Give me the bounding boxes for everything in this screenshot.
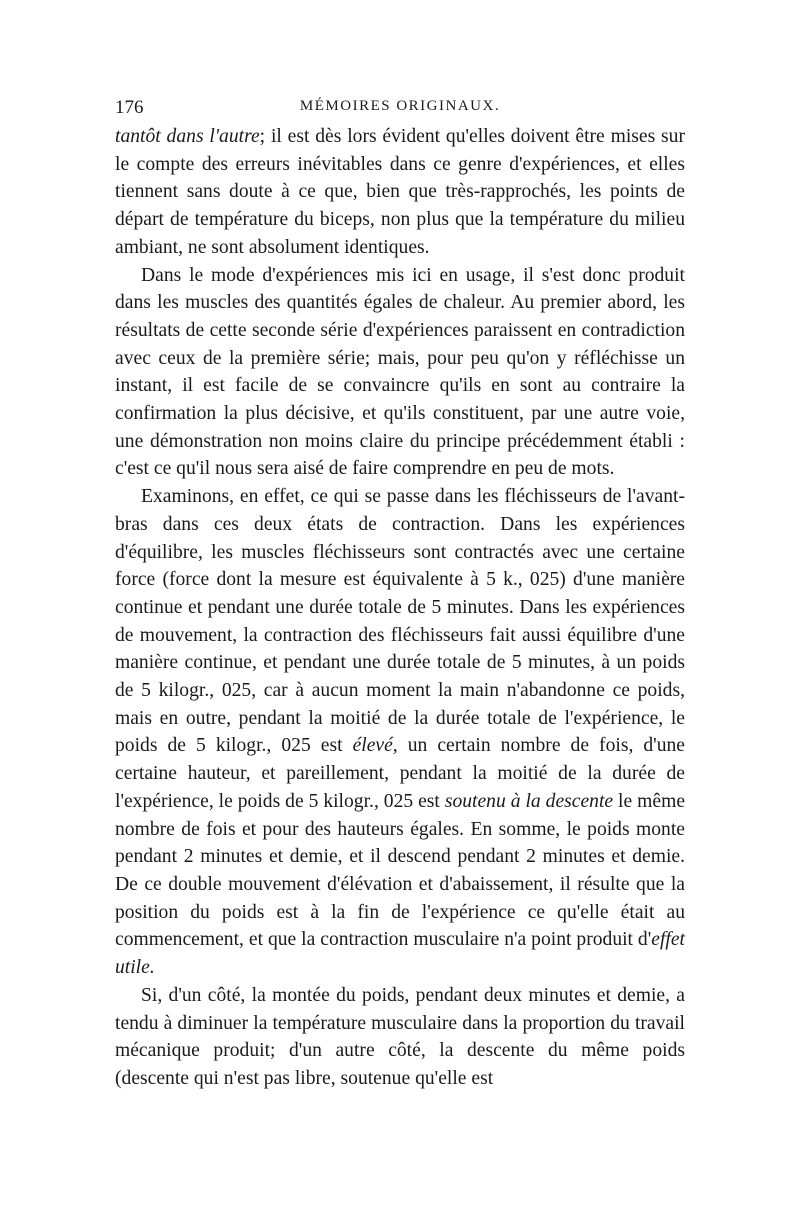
paragraph-2: Dans le mode d'expériences mis ici en usage, il s'est donc produit dans les muscles des quantités égales de chaleur. Au premier abord, les résultats de cette seconde série d'expériences paraissent en contradiction avec ceux de la première série; mais, pour peu qu'on y réfléchisse un instant, il est facile de se convaincre qu'ils en sont au contraire la confirmation la plus décisive, et qu'ils constituent, par une autre voie, une démonstration non moins claire du principe précédemment établi : c'est ce qu'il nous sera aisé de faire comprendre en peu de mots. [115, 264, 685, 480]
paragraph-3-italic-c: effet utile. [115, 929, 685, 979]
paragraph-3-text-c: le même nombre de fois et pour des hauteurs égales. En somme, le poids monte pendant 2 minutes et demie, et il descend pendant 2 minutes et demie. De ce double mouvement d'élévation et d'abaissement, il résulte que la position du poids est à la fin de l'expérience ce qu'elle était au commencement, et que la contraction musculaire n'a point produit d' [115, 790, 686, 951]
paragraph-1-italic-lead: tantôt dans l'autre [115, 126, 260, 147]
paragraph-3 [115, 483, 685, 982]
paragraph-3-text-a: Examinons, en effet, ce qui se passe dans les fléchisseurs de l'avant-bras dans ces deux états de contraction. Dans les expériences d'équilibre, les muscles fléchisseurs sont contractés avec une certaine force (force dont la mesure est équivalente à 5 k., 025) d'une manière continue et pendant une durée totale de 5 minutes. Dans les expériences de mouvement, la contraction des fléchisseurs fait aussi équilibre d'une manière continue, et pendant une durée totale de 5 minutes, à un poids de 5 kilogr., 025, car à aucun moment la main n'abandonne ce poids, mais en outre, pendant la moitié de la durée totale de l'expérience, le poids de 5 kilogr., 025 est [115, 486, 685, 757]
body-text [115, 123, 685, 1093]
running-head: MÉMOIRES ORIGINAUX. [299, 98, 501, 114]
paragraph-4: Si, d'un côté, la montée du poids, pendant deux minutes et demie, a tendu à diminuer la température musculaire dans la proportion du travail mécanique produit; d'un autre côté, la descente du même poids (descente qui n'est pas libre, soutenue qu'elle est [115, 984, 685, 1089]
page-header [115, 95, 685, 123]
paragraph-1 [115, 123, 685, 262]
book-page [115, 95, 685, 1093]
paragraph-3-italic-b: soutenu à la descente [444, 790, 614, 812]
paragraph-1-text: ; il est dès lors évident qu'elles doivent être mises sur le compte des erreurs inévitables dans ce genre d'expériences, et elles tiennent sans doute à ce que, bien que très-rapprochés, les points de départ de température du biceps, non plus que la température du milieu ambiant, ne sont absolument identiques. [115, 126, 685, 258]
page-number: 176 [115, 97, 144, 118]
paragraph-3-italic-a: élevé, [352, 735, 398, 757]
paragraph-3-text-b: un certain nombre de fois, d'une certaine hauteur, et pareillement, pendant la moitié de la durée de l'expérience, le poids de 5 kilogr., 025 est [115, 735, 685, 812]
